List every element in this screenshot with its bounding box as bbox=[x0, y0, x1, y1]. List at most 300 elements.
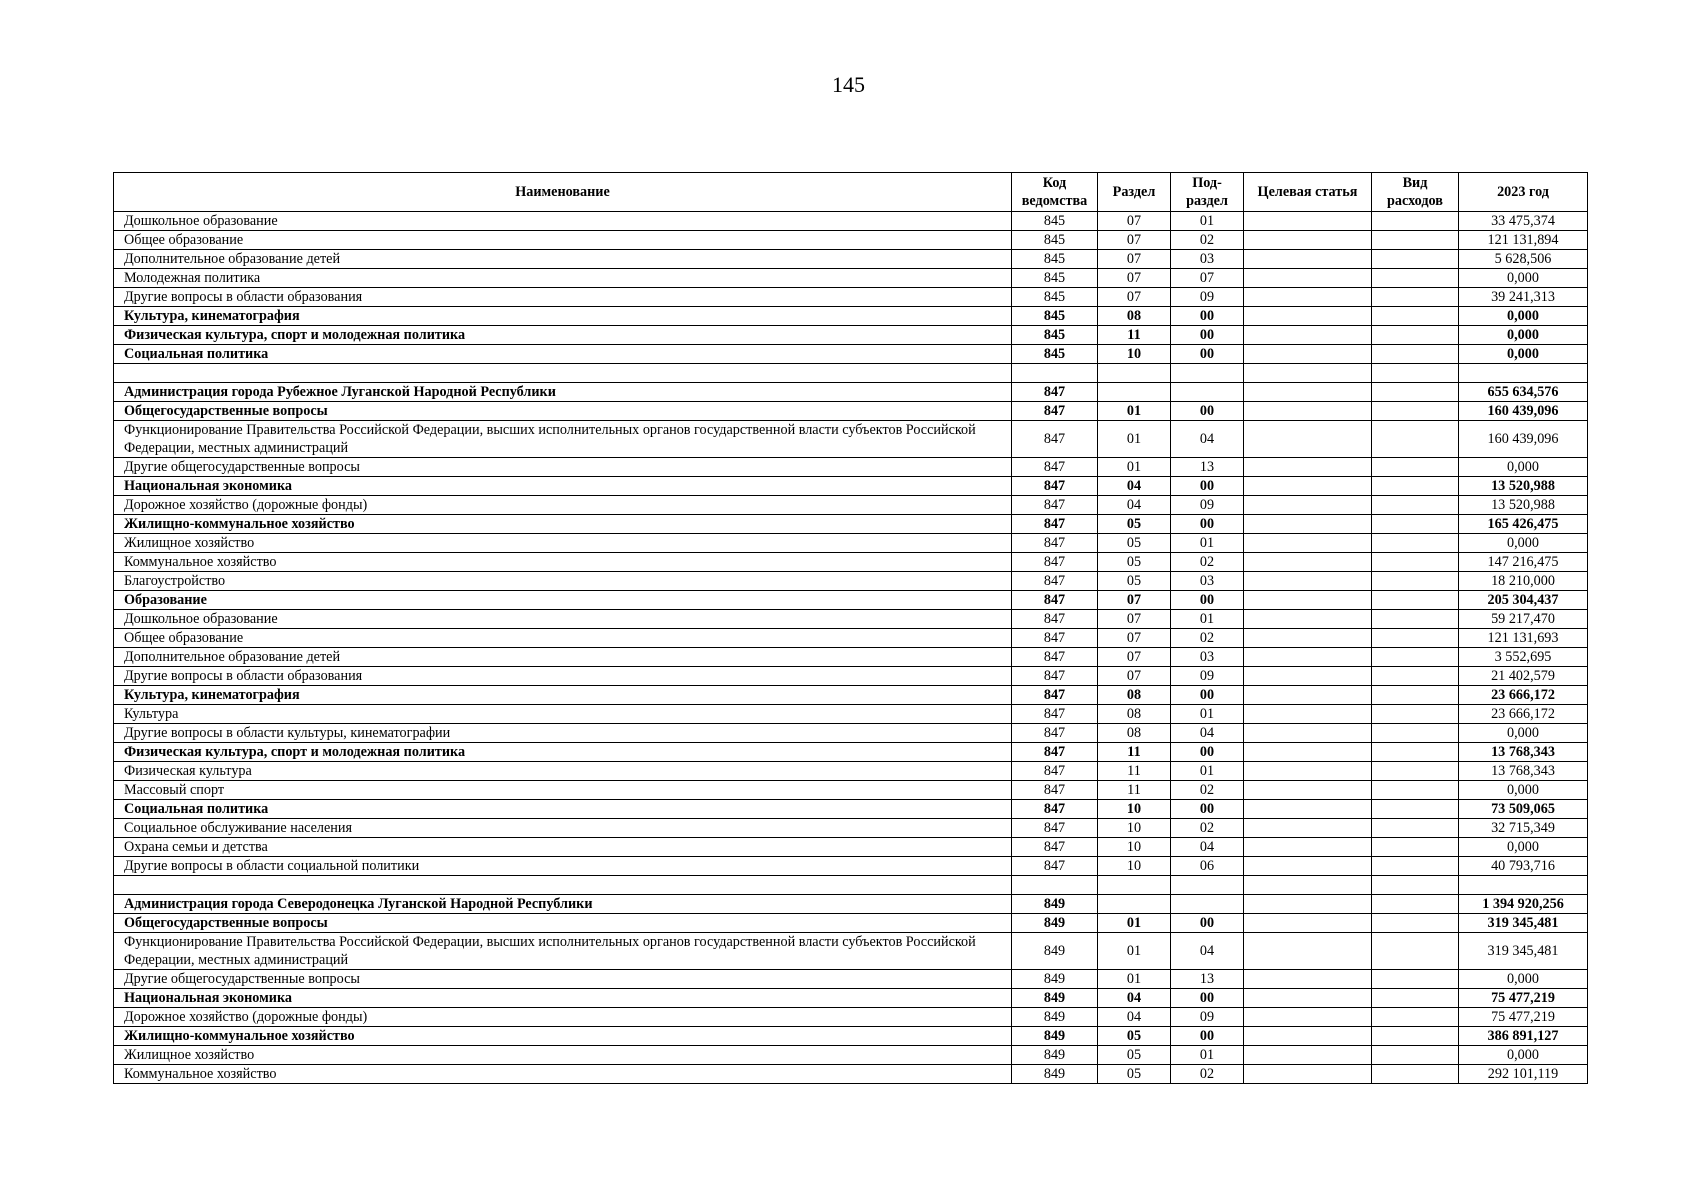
cell-target-item bbox=[1244, 402, 1372, 421]
cell-target-item bbox=[1244, 496, 1372, 515]
cell-dept-code: 847 bbox=[1012, 857, 1098, 876]
cell-name: Другие общегосударственные вопросы bbox=[114, 458, 1012, 477]
cell-section: 05 bbox=[1098, 1046, 1171, 1065]
cell-name: Дополнительное образование детей bbox=[114, 648, 1012, 667]
cell-expense-type bbox=[1372, 724, 1459, 743]
cell-expense-type bbox=[1372, 496, 1459, 515]
cell-name: Функционирование Правительства Российской Федерации, высших исполнительных органов государственной власти субъектов Российской Федерации, местных администраций bbox=[114, 933, 1012, 970]
cell-subsection: 03 bbox=[1171, 250, 1244, 269]
cell-expense-type bbox=[1372, 610, 1459, 629]
cell-name: Другие вопросы в области культуры, кинематографии bbox=[114, 724, 1012, 743]
cell-target-item bbox=[1244, 572, 1372, 591]
cell-section: 05 bbox=[1098, 1027, 1171, 1046]
cell-section: 07 bbox=[1098, 667, 1171, 686]
cell-dept-code: 847 bbox=[1012, 648, 1098, 667]
table-row bbox=[114, 515, 1588, 534]
cell-expense-type bbox=[1372, 364, 1459, 383]
cell-amount-2023: 0,000 bbox=[1459, 534, 1588, 553]
cell-subsection: 09 bbox=[1171, 496, 1244, 515]
cell-dept-code: 847 bbox=[1012, 534, 1098, 553]
cell-expense-type bbox=[1372, 762, 1459, 781]
header-expense-type: Вид расходов bbox=[1372, 173, 1459, 212]
cell-target-item bbox=[1244, 383, 1372, 402]
cell-amount-2023: 73 509,065 bbox=[1459, 800, 1588, 819]
cell-section: 07 bbox=[1098, 629, 1171, 648]
cell-target-item bbox=[1244, 477, 1372, 496]
cell-name bbox=[114, 364, 1012, 383]
cell-dept-code: 847 bbox=[1012, 458, 1098, 477]
cell-subsection: 00 bbox=[1171, 989, 1244, 1008]
header-year-2023: 2023 год bbox=[1459, 173, 1588, 212]
table-row bbox=[114, 819, 1588, 838]
table-row bbox=[114, 914, 1588, 933]
cell-section: 11 bbox=[1098, 326, 1171, 345]
cell-dept-code: 847 bbox=[1012, 591, 1098, 610]
cell-section bbox=[1098, 364, 1171, 383]
cell-expense-type bbox=[1372, 1046, 1459, 1065]
cell-amount-2023: 165 426,475 bbox=[1459, 515, 1588, 534]
cell-subsection: 00 bbox=[1171, 914, 1244, 933]
cell-target-item bbox=[1244, 667, 1372, 686]
table-row bbox=[114, 762, 1588, 781]
cell-target-item bbox=[1244, 781, 1372, 800]
cell-name: Физическая культура bbox=[114, 762, 1012, 781]
cell-name: Общегосударственные вопросы bbox=[114, 402, 1012, 421]
cell-section: 07 bbox=[1098, 648, 1171, 667]
cell-subsection: 01 bbox=[1171, 705, 1244, 724]
cell-section: 10 bbox=[1098, 857, 1171, 876]
cell-section: 05 bbox=[1098, 572, 1171, 591]
cell-expense-type bbox=[1372, 838, 1459, 857]
cell-amount-2023: 13 520,988 bbox=[1459, 477, 1588, 496]
table-row bbox=[114, 288, 1588, 307]
cell-amount-2023: 40 793,716 bbox=[1459, 857, 1588, 876]
cell-expense-type bbox=[1372, 648, 1459, 667]
cell-expense-type bbox=[1372, 326, 1459, 345]
cell-name: Благоустройство bbox=[114, 572, 1012, 591]
cell-dept-code: 847 bbox=[1012, 762, 1098, 781]
cell-section: 10 bbox=[1098, 345, 1171, 364]
cell-subsection: 00 bbox=[1171, 800, 1244, 819]
table-row bbox=[114, 477, 1588, 496]
cell-subsection: 01 bbox=[1171, 212, 1244, 231]
table-row bbox=[114, 838, 1588, 857]
table-row bbox=[114, 231, 1588, 250]
cell-name: Дошкольное образование bbox=[114, 212, 1012, 231]
cell-section: 04 bbox=[1098, 1008, 1171, 1027]
cell-name: Образование bbox=[114, 591, 1012, 610]
cell-section: 10 bbox=[1098, 800, 1171, 819]
cell-amount-2023: 205 304,437 bbox=[1459, 591, 1588, 610]
cell-name: Жилищно-коммунальное хозяйство bbox=[114, 515, 1012, 534]
cell-dept-code: 845 bbox=[1012, 307, 1098, 326]
budget-table bbox=[113, 172, 1588, 1084]
cell-dept-code: 847 bbox=[1012, 515, 1098, 534]
cell-expense-type bbox=[1372, 743, 1459, 762]
cell-section bbox=[1098, 383, 1171, 402]
cell-expense-type bbox=[1372, 857, 1459, 876]
cell-amount-2023: 13 520,988 bbox=[1459, 496, 1588, 515]
cell-expense-type bbox=[1372, 914, 1459, 933]
cell-amount-2023: 75 477,219 bbox=[1459, 1008, 1588, 1027]
cell-subsection: 13 bbox=[1171, 970, 1244, 989]
cell-subsection: 02 bbox=[1171, 629, 1244, 648]
cell-name: Дошкольное образование bbox=[114, 610, 1012, 629]
cell-name: Физическая культура, спорт и молодежная политика bbox=[114, 326, 1012, 345]
cell-subsection: 03 bbox=[1171, 648, 1244, 667]
cell-section: 08 bbox=[1098, 705, 1171, 724]
cell-amount-2023: 0,000 bbox=[1459, 838, 1588, 857]
table-row bbox=[114, 421, 1588, 458]
cell-target-item bbox=[1244, 307, 1372, 326]
table-row bbox=[114, 250, 1588, 269]
cell-target-item bbox=[1244, 421, 1372, 458]
cell-amount-2023: 319 345,481 bbox=[1459, 914, 1588, 933]
cell-subsection: 04 bbox=[1171, 838, 1244, 857]
table-row bbox=[114, 1046, 1588, 1065]
cell-name: Социальное обслуживание населения bbox=[114, 819, 1012, 838]
cell-subsection: 04 bbox=[1171, 421, 1244, 458]
cell-name: Массовый спорт bbox=[114, 781, 1012, 800]
cell-name: Дополнительное образование детей bbox=[114, 250, 1012, 269]
cell-amount-2023: 0,000 bbox=[1459, 781, 1588, 800]
cell-target-item bbox=[1244, 705, 1372, 724]
cell-amount-2023 bbox=[1459, 876, 1588, 895]
cell-section: 07 bbox=[1098, 591, 1171, 610]
cell-subsection: 00 bbox=[1171, 515, 1244, 534]
cell-section: 05 bbox=[1098, 1065, 1171, 1084]
cell-subsection: 00 bbox=[1171, 307, 1244, 326]
table-row bbox=[114, 345, 1588, 364]
cell-amount-2023: 13 768,343 bbox=[1459, 743, 1588, 762]
cell-subsection: 02 bbox=[1171, 819, 1244, 838]
table-row bbox=[114, 591, 1588, 610]
table-row bbox=[114, 781, 1588, 800]
cell-expense-type bbox=[1372, 591, 1459, 610]
cell-subsection: 03 bbox=[1171, 572, 1244, 591]
cell-target-item bbox=[1244, 288, 1372, 307]
cell-amount-2023: 13 768,343 bbox=[1459, 762, 1588, 781]
cell-subsection bbox=[1171, 876, 1244, 895]
cell-dept-code: 845 bbox=[1012, 269, 1098, 288]
cell-target-item bbox=[1244, 326, 1372, 345]
cell-name: Культура, кинематография bbox=[114, 686, 1012, 705]
cell-name: Администрация города Рубежное Луганской Народной Республики bbox=[114, 383, 1012, 402]
cell-expense-type bbox=[1372, 383, 1459, 402]
cell-dept-code: 847 bbox=[1012, 572, 1098, 591]
cell-amount-2023: 0,000 bbox=[1459, 269, 1588, 288]
cell-target-item bbox=[1244, 345, 1372, 364]
cell-subsection: 07 bbox=[1171, 269, 1244, 288]
cell-name: Другие общегосударственные вопросы bbox=[114, 970, 1012, 989]
cell-subsection: 00 bbox=[1171, 402, 1244, 421]
cell-section: 04 bbox=[1098, 989, 1171, 1008]
cell-subsection: 02 bbox=[1171, 781, 1244, 800]
header-dept-code: Код ведомства bbox=[1012, 173, 1098, 212]
header-target-item: Целевая статья bbox=[1244, 173, 1372, 212]
cell-expense-type bbox=[1372, 876, 1459, 895]
cell-dept-code: 849 bbox=[1012, 970, 1098, 989]
cell-name: Администрация города Северодонецка Луганской Народной Республики bbox=[114, 895, 1012, 914]
cell-subsection: 01 bbox=[1171, 1046, 1244, 1065]
cell-dept-code: 849 bbox=[1012, 989, 1098, 1008]
cell-expense-type bbox=[1372, 933, 1459, 970]
cell-expense-type bbox=[1372, 307, 1459, 326]
cell-target-item bbox=[1244, 1046, 1372, 1065]
cell-name: Другие вопросы в области образования bbox=[114, 667, 1012, 686]
cell-dept-code: 845 bbox=[1012, 345, 1098, 364]
cell-expense-type bbox=[1372, 553, 1459, 572]
cell-amount-2023: 0,000 bbox=[1459, 345, 1588, 364]
cell-amount-2023: 121 131,894 bbox=[1459, 231, 1588, 250]
table-row bbox=[114, 269, 1588, 288]
cell-name: Культура bbox=[114, 705, 1012, 724]
cell-amount-2023: 386 891,127 bbox=[1459, 1027, 1588, 1046]
table-row bbox=[114, 989, 1588, 1008]
cell-amount-2023 bbox=[1459, 364, 1588, 383]
cell-name: Дорожное хозяйство (дорожные фонды) bbox=[114, 1008, 1012, 1027]
cell-amount-2023: 0,000 bbox=[1459, 1046, 1588, 1065]
cell-subsection: 06 bbox=[1171, 857, 1244, 876]
table-row bbox=[114, 933, 1588, 970]
cell-amount-2023: 39 241,313 bbox=[1459, 288, 1588, 307]
table-row bbox=[114, 458, 1588, 477]
table-row bbox=[114, 970, 1588, 989]
cell-target-item bbox=[1244, 629, 1372, 648]
cell-target-item bbox=[1244, 1027, 1372, 1046]
cell-expense-type bbox=[1372, 895, 1459, 914]
cell-dept-code: 845 bbox=[1012, 288, 1098, 307]
cell-dept-code: 847 bbox=[1012, 383, 1098, 402]
cell-expense-type bbox=[1372, 534, 1459, 553]
cell-amount-2023: 147 216,475 bbox=[1459, 553, 1588, 572]
cell-expense-type bbox=[1372, 667, 1459, 686]
cell-target-item bbox=[1244, 250, 1372, 269]
cell-subsection: 01 bbox=[1171, 610, 1244, 629]
cell-dept-code: 845 bbox=[1012, 212, 1098, 231]
cell-dept-code: 845 bbox=[1012, 326, 1098, 345]
cell-subsection: 02 bbox=[1171, 231, 1244, 250]
cell-expense-type bbox=[1372, 781, 1459, 800]
cell-amount-2023: 23 666,172 bbox=[1459, 705, 1588, 724]
cell-name: Жилищное хозяйство bbox=[114, 534, 1012, 553]
table-row bbox=[114, 610, 1588, 629]
cell-name: Физическая культура, спорт и молодежная политика bbox=[114, 743, 1012, 762]
cell-dept-code: 847 bbox=[1012, 800, 1098, 819]
cell-target-item bbox=[1244, 743, 1372, 762]
cell-subsection: 09 bbox=[1171, 288, 1244, 307]
cell-expense-type bbox=[1372, 800, 1459, 819]
cell-dept-code: 847 bbox=[1012, 705, 1098, 724]
cell-expense-type bbox=[1372, 819, 1459, 838]
cell-section: 07 bbox=[1098, 250, 1171, 269]
cell-amount-2023: 0,000 bbox=[1459, 724, 1588, 743]
cell-target-item bbox=[1244, 762, 1372, 781]
cell-section: 07 bbox=[1098, 212, 1171, 231]
cell-section: 01 bbox=[1098, 933, 1171, 970]
cell-target-item bbox=[1244, 857, 1372, 876]
cell-name: Жилищное хозяйство bbox=[114, 1046, 1012, 1065]
cell-dept-code: 849 bbox=[1012, 914, 1098, 933]
cell-dept-code: 847 bbox=[1012, 496, 1098, 515]
cell-name: Коммунальное хозяйство bbox=[114, 1065, 1012, 1084]
cell-dept-code: 849 bbox=[1012, 895, 1098, 914]
table-row bbox=[114, 496, 1588, 515]
cell-expense-type bbox=[1372, 686, 1459, 705]
cell-amount-2023: 1 394 920,256 bbox=[1459, 895, 1588, 914]
cell-section: 01 bbox=[1098, 421, 1171, 458]
header-section: Раздел bbox=[1098, 173, 1171, 212]
cell-subsection: 09 bbox=[1171, 1008, 1244, 1027]
cell-dept-code: 847 bbox=[1012, 781, 1098, 800]
cell-subsection: 00 bbox=[1171, 477, 1244, 496]
cell-dept-code: 847 bbox=[1012, 629, 1098, 648]
table-row bbox=[114, 534, 1588, 553]
cell-section: 05 bbox=[1098, 553, 1171, 572]
cell-subsection: 00 bbox=[1171, 345, 1244, 364]
cell-subsection bbox=[1171, 383, 1244, 402]
cell-target-item bbox=[1244, 231, 1372, 250]
cell-section: 08 bbox=[1098, 686, 1171, 705]
cell-subsection: 04 bbox=[1171, 724, 1244, 743]
cell-dept-code: 847 bbox=[1012, 421, 1098, 458]
cell-dept-code: 845 bbox=[1012, 231, 1098, 250]
cell-amount-2023: 0,000 bbox=[1459, 970, 1588, 989]
table-row bbox=[114, 1008, 1588, 1027]
cell-section: 01 bbox=[1098, 458, 1171, 477]
table-row bbox=[114, 1027, 1588, 1046]
table-header-row bbox=[114, 173, 1588, 212]
cell-name: Общее образование bbox=[114, 629, 1012, 648]
cell-name: Охрана семьи и детства bbox=[114, 838, 1012, 857]
cell-name: Национальная экономика bbox=[114, 989, 1012, 1008]
cell-dept-code: 847 bbox=[1012, 402, 1098, 421]
cell-expense-type bbox=[1372, 231, 1459, 250]
cell-expense-type bbox=[1372, 477, 1459, 496]
cell-section: 07 bbox=[1098, 269, 1171, 288]
cell-amount-2023: 33 475,374 bbox=[1459, 212, 1588, 231]
cell-name bbox=[114, 876, 1012, 895]
cell-name: Функционирование Правительства Российской Федерации, высших исполнительных органов государственной власти субъектов Российской Федерации, местных администраций bbox=[114, 421, 1012, 458]
cell-target-item bbox=[1244, 933, 1372, 970]
cell-name: Общее образование bbox=[114, 231, 1012, 250]
cell-subsection: 01 bbox=[1171, 762, 1244, 781]
cell-subsection: 00 bbox=[1171, 743, 1244, 762]
cell-dept-code: 847 bbox=[1012, 667, 1098, 686]
cell-expense-type bbox=[1372, 288, 1459, 307]
cell-target-item bbox=[1244, 800, 1372, 819]
cell-target-item bbox=[1244, 458, 1372, 477]
cell-target-item bbox=[1244, 914, 1372, 933]
cell-section: 07 bbox=[1098, 610, 1171, 629]
cell-subsection: 00 bbox=[1171, 326, 1244, 345]
cell-target-item bbox=[1244, 876, 1372, 895]
cell-dept-code: 845 bbox=[1012, 250, 1098, 269]
table-row bbox=[114, 553, 1588, 572]
cell-dept-code: 847 bbox=[1012, 477, 1098, 496]
cell-target-item bbox=[1244, 686, 1372, 705]
cell-target-item bbox=[1244, 591, 1372, 610]
cell-name: Другие вопросы в области социальной политики bbox=[114, 857, 1012, 876]
cell-amount-2023: 0,000 bbox=[1459, 307, 1588, 326]
cell-section: 10 bbox=[1098, 819, 1171, 838]
cell-expense-type bbox=[1372, 970, 1459, 989]
cell-dept-code: 847 bbox=[1012, 743, 1098, 762]
page-number: 145 bbox=[832, 72, 865, 97]
cell-dept-code bbox=[1012, 364, 1098, 383]
cell-name: Жилищно-коммунальное хозяйство bbox=[114, 1027, 1012, 1046]
cell-section: 01 bbox=[1098, 970, 1171, 989]
cell-expense-type bbox=[1372, 212, 1459, 231]
cell-target-item bbox=[1244, 724, 1372, 743]
cell-amount-2023: 292 101,119 bbox=[1459, 1065, 1588, 1084]
cell-dept-code: 847 bbox=[1012, 819, 1098, 838]
cell-name: Дорожное хозяйство (дорожные фонды) bbox=[114, 496, 1012, 515]
cell-name: Другие вопросы в области образования bbox=[114, 288, 1012, 307]
cell-amount-2023: 160 439,096 bbox=[1459, 421, 1588, 458]
table-row bbox=[114, 895, 1588, 914]
cell-dept-code: 847 bbox=[1012, 724, 1098, 743]
cell-amount-2023: 21 402,579 bbox=[1459, 667, 1588, 686]
table-row bbox=[114, 326, 1588, 345]
table-row bbox=[114, 383, 1588, 402]
cell-name: Молодежная политика bbox=[114, 269, 1012, 288]
cell-section: 05 bbox=[1098, 515, 1171, 534]
table-row bbox=[114, 667, 1588, 686]
table-row bbox=[114, 876, 1588, 895]
cell-amount-2023: 0,000 bbox=[1459, 326, 1588, 345]
table-row bbox=[114, 572, 1588, 591]
cell-dept-code: 849 bbox=[1012, 933, 1098, 970]
table-row bbox=[114, 743, 1588, 762]
cell-amount-2023: 655 634,576 bbox=[1459, 383, 1588, 402]
table-row bbox=[114, 364, 1588, 383]
header-subsection: Под-раздел bbox=[1171, 173, 1244, 212]
cell-target-item bbox=[1244, 534, 1372, 553]
cell-expense-type bbox=[1372, 1065, 1459, 1084]
cell-subsection: 02 bbox=[1171, 553, 1244, 572]
table-row bbox=[114, 724, 1588, 743]
cell-section bbox=[1098, 876, 1171, 895]
cell-amount-2023: 5 628,506 bbox=[1459, 250, 1588, 269]
cell-name: Общегосударственные вопросы bbox=[114, 914, 1012, 933]
cell-subsection: 01 bbox=[1171, 534, 1244, 553]
cell-name: Коммунальное хозяйство bbox=[114, 553, 1012, 572]
table-row bbox=[114, 686, 1588, 705]
cell-amount-2023: 3 552,695 bbox=[1459, 648, 1588, 667]
cell-amount-2023: 75 477,219 bbox=[1459, 989, 1588, 1008]
cell-target-item bbox=[1244, 269, 1372, 288]
cell-subsection: 09 bbox=[1171, 667, 1244, 686]
cell-expense-type bbox=[1372, 572, 1459, 591]
cell-dept-code: 847 bbox=[1012, 553, 1098, 572]
cell-target-item bbox=[1244, 515, 1372, 534]
cell-section: 04 bbox=[1098, 477, 1171, 496]
cell-amount-2023: 0,000 bbox=[1459, 458, 1588, 477]
cell-section: 07 bbox=[1098, 288, 1171, 307]
cell-amount-2023: 18 210,000 bbox=[1459, 572, 1588, 591]
cell-expense-type bbox=[1372, 1027, 1459, 1046]
cell-name: Социальная политика bbox=[114, 800, 1012, 819]
cell-target-item bbox=[1244, 819, 1372, 838]
cell-expense-type bbox=[1372, 402, 1459, 421]
cell-amount-2023: 319 345,481 bbox=[1459, 933, 1588, 970]
cell-name: Социальная политика bbox=[114, 345, 1012, 364]
table-row bbox=[114, 212, 1588, 231]
cell-subsection: 00 bbox=[1171, 1027, 1244, 1046]
cell-section: 11 bbox=[1098, 743, 1171, 762]
cell-section bbox=[1098, 895, 1171, 914]
